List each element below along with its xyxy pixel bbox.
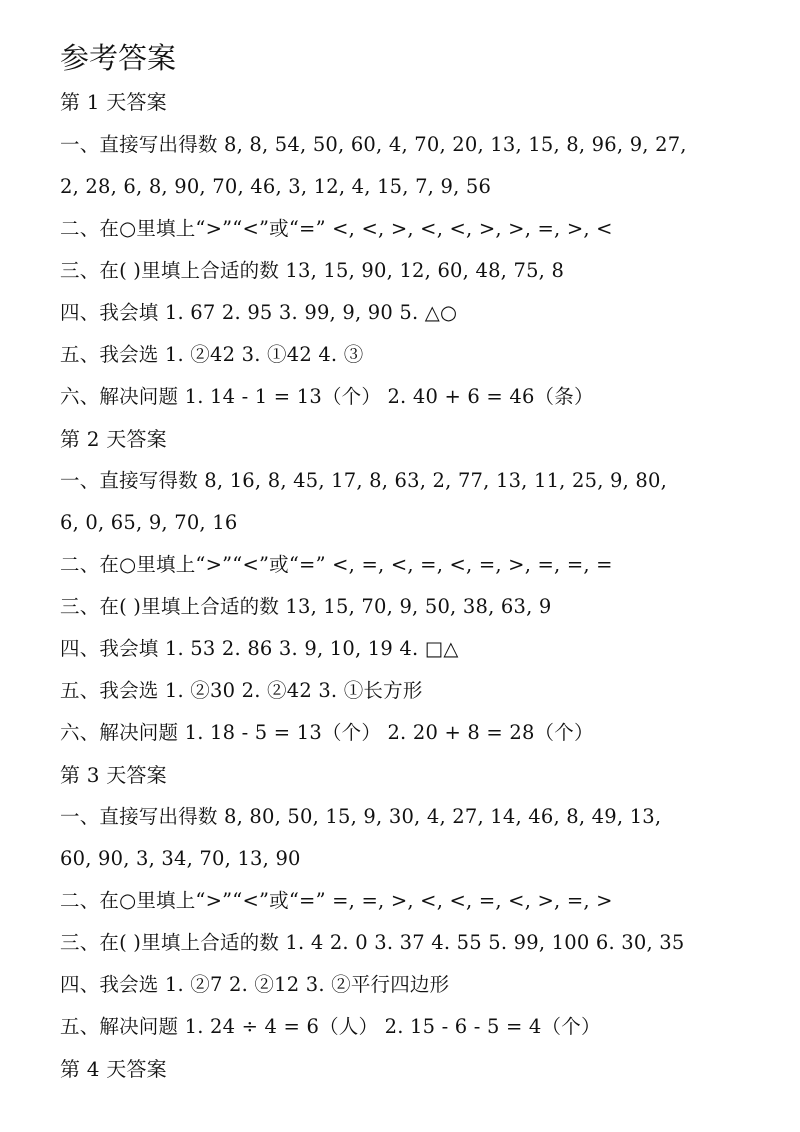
- day-3-line-6: 五、解决问题 1. 24 ÷ 4 = 6（人） 2. 15 - 6 - 5 = 4（个）: [60, 1015, 601, 1038]
- day-4-heading: 第 4 天答案: [60, 1057, 167, 1081]
- day-1-line-4: 三、在( )里填上合适的数 13, 15, 90, 12, 60, 48, 75, 8: [60, 259, 565, 282]
- day-1-heading: 第 1 天答案: [60, 90, 167, 114]
- day-2-line-7: 六、解决问题 1. 18 - 5 = 13（个） 2. 20 + 8 = 28（个）: [60, 721, 594, 744]
- day-3-heading: 第 3 天答案: [60, 763, 167, 787]
- day-1-line-2: 2, 28, 6, 8, 90, 70, 46, 3, 12, 4, 15, 7, 9, 56: [60, 175, 492, 198]
- day-2-line-3: 二、在○里填上“>”“<”或“=” <, =, <, =, <, =, >, =, =, =: [60, 553, 613, 576]
- day-3-line-1: 一、直接写出得数 8, 80, 50, 15, 9, 30, 4, 27, 14, 46, 8, 49, 13,: [60, 805, 662, 828]
- day-3-line-5: 四、我会选 1. ②7 2. ②12 3. ②平行四边形: [60, 973, 450, 996]
- day-3-line-3: 二、在○里填上“>”“<”或“=” =, =, >, <, <, =, <, >, =, >: [60, 889, 613, 912]
- day-2-line-5: 四、我会填 1. 53 2. 86 3. 9, 10, 19 4. □△: [60, 637, 459, 660]
- day-1-line-1: 一、直接写出得数 8, 8, 54, 50, 60, 4, 70, 20, 13, 15, 8, 96, 9, 27,: [60, 133, 687, 156]
- day-1-line-5: 四、我会填 1. 67 2. 95 3. 99, 9, 90 5. △○: [60, 301, 458, 324]
- day-1-line-6: 五、我会选 1. ②42 3. ①42 4. ③: [60, 343, 364, 366]
- day-2-line-2: 6, 0, 65, 9, 70, 16: [60, 511, 238, 534]
- day-3-line-2: 60, 90, 3, 34, 70, 13, 90: [60, 847, 301, 870]
- day-2-line-6: 五、我会选 1. ②30 2. ②42 3. ①长方形: [60, 679, 423, 702]
- day-3-line-4: 三、在( )里填上合适的数 1. 4 2. 0 3. 37 4. 55 5. 99, 100 6. 30, 35: [60, 931, 685, 954]
- day-1-line-7: 六、解决问题 1. 14 - 1 = 13（个） 2. 40 + 6 = 46（条）: [60, 385, 594, 408]
- day-1-line-3: 二、在○里填上“>”“<”或“=” <, <, >, <, <, >, >, =, >, <: [60, 217, 613, 240]
- page-title: 参考答案: [60, 41, 177, 75]
- day-2-heading: 第 2 天答案: [60, 427, 167, 451]
- day-2-line-1: 一、直接写得数 8, 16, 8, 45, 17, 8, 63, 2, 77, 13, 11, 25, 9, 80,: [60, 469, 668, 492]
- day-2-line-4: 三、在( )里填上合适的数 13, 15, 70, 9, 50, 38, 63, 9: [60, 595, 552, 618]
